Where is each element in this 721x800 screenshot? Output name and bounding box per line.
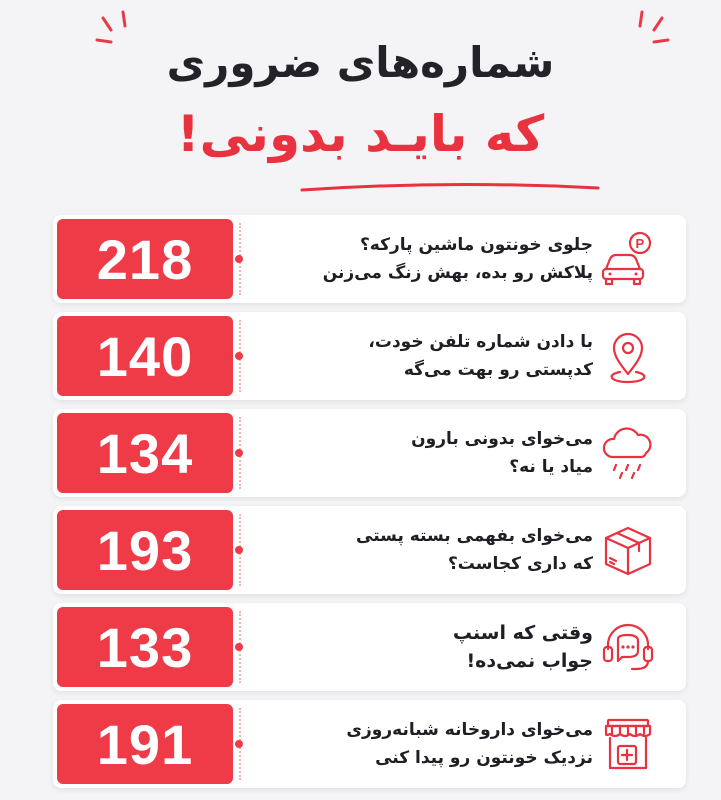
card-description [253, 506, 593, 594]
description-line-2: میاد یا نه؟ [509, 457, 593, 477]
divider-dot [235, 255, 243, 263]
description-line-2: کدپستی رو بهت می‌گه [403, 360, 593, 380]
description-line-2: جواب نمی‌ده! [466, 650, 593, 672]
number-card-parcel-tracking [53, 506, 686, 594]
description-line-1: می‌خوای بدونی بارون [411, 429, 593, 449]
number-card-snapp-support [53, 603, 686, 691]
phone-number[interactable]: 193 [57, 510, 233, 590]
divider-dot [235, 740, 243, 748]
description-line-1: جلوی خونتون ماشین پارکه؟ [359, 235, 593, 255]
divider-dot [235, 546, 243, 554]
card-description [253, 215, 593, 303]
pharmacy-icon [598, 714, 658, 774]
description-line-2: نزدیک خونتون رو پیدا کنی [375, 748, 593, 768]
description-line-2: که داری کجاست؟ [447, 554, 593, 574]
phone-number[interactable]: 133 [57, 607, 233, 687]
divider-dot [235, 643, 243, 651]
description-line-1: می‌خوای داروخانه شبانه‌روزی [346, 720, 593, 740]
phone-number[interactable]: 140 [57, 316, 233, 396]
page-title: شماره‌های ضروری [166, 38, 555, 87]
number-card-weather [53, 409, 686, 497]
rain-cloud-icon [598, 423, 658, 483]
divider-dot [235, 449, 243, 457]
card-description [253, 603, 593, 691]
parcel-box-icon [598, 520, 658, 580]
parking-sign-letter: P [635, 236, 645, 251]
card-description [253, 700, 593, 788]
title-underline [300, 178, 600, 198]
description-line-1: وقتی که اسنپ [452, 622, 593, 644]
parked-car-icon [598, 229, 658, 289]
phone-number[interactable]: 191 [57, 704, 233, 784]
support-headset-icon [598, 617, 658, 677]
number-card-postal-code [53, 312, 686, 400]
description-line-1: با دادن شماره تلفن خودت، [368, 332, 593, 352]
description-line-1: می‌خوای بفهمی بسته پستی [356, 526, 593, 546]
description-line-2: پلاکش رو بده، بهش زنگ می‌زنن [322, 263, 593, 283]
phone-number[interactable]: 134 [57, 413, 233, 493]
number-card-parking [53, 215, 686, 303]
location-pin-icon [598, 326, 658, 386]
page-subtitle: که بایـد بدونی! [176, 105, 545, 163]
card-description [253, 312, 593, 400]
divider-dot [235, 352, 243, 360]
phone-number[interactable]: 218 [57, 219, 233, 299]
number-card-pharmacy [53, 700, 686, 788]
card-description [253, 409, 593, 497]
